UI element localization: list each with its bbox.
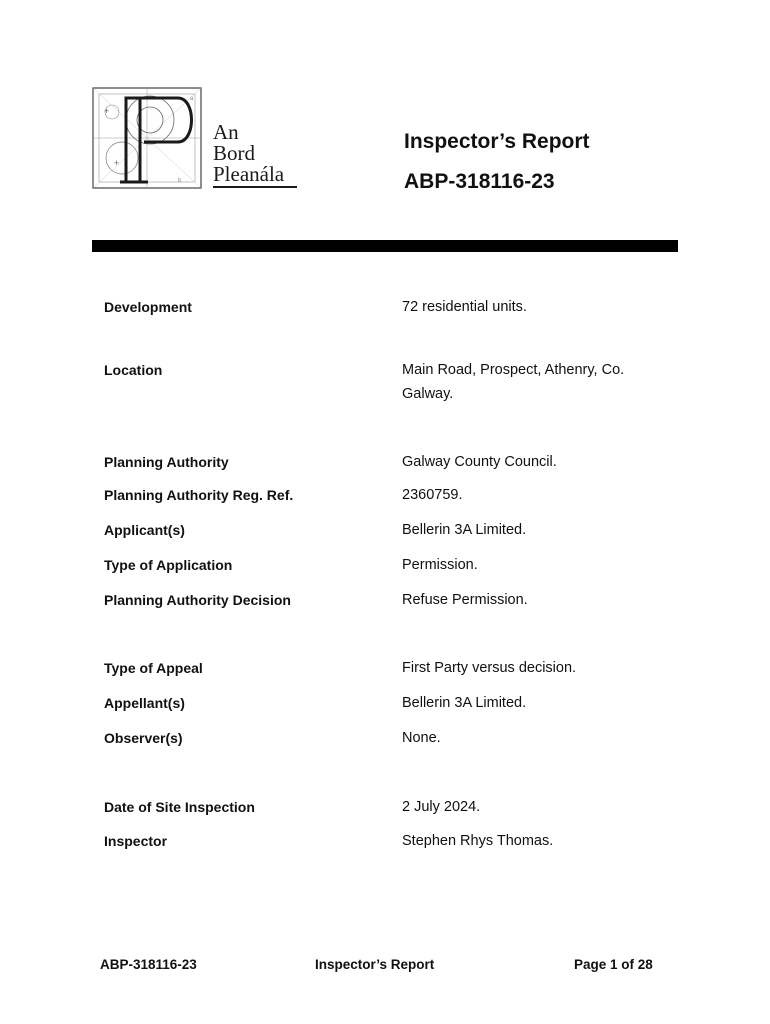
- location-label: Location: [104, 362, 163, 378]
- logo-line-bord: Bord: [213, 141, 255, 165]
- report-reference: ABP-318116-23: [404, 170, 555, 193]
- svg-text:+: +: [104, 106, 110, 116]
- pa-decision-value: Refuse Permission.: [402, 592, 528, 608]
- observers-label: Observer(s): [104, 730, 183, 746]
- applicants-value: Bellerin 3A Limited.: [402, 522, 527, 538]
- location-value: Main Road, Prospect, Athenry, Co. Galway.: [402, 362, 625, 402]
- type-of-application-value: Permission.: [402, 557, 478, 573]
- inspector-label: Inspector: [104, 833, 168, 849]
- type-of-appeal-value: First Party versus decision.: [402, 660, 577, 676]
- svg-text:a: a: [190, 96, 194, 102]
- development-label: Development: [104, 299, 192, 315]
- type-of-application-label: Type of Application: [104, 557, 233, 573]
- svg-text:b: b: [178, 178, 182, 184]
- logo-line-pleanala: Pleanála: [213, 162, 285, 186]
- report-title: Inspector’s Report: [404, 130, 590, 153]
- planning-authority-label: Planning Authority: [104, 454, 229, 470]
- header-divider: [92, 240, 678, 252]
- appellants-label: Appellant(s): [104, 695, 185, 711]
- svg-text:+: +: [114, 158, 120, 168]
- pa-decision-label: Planning Authority Decision: [104, 592, 291, 608]
- planning-authority-value: Galway County Council.: [402, 454, 557, 470]
- observers-value: None.: [402, 730, 441, 746]
- logo-wordmark: [213, 122, 284, 185]
- applicants-label: Applicant(s): [104, 522, 185, 538]
- type-of-appeal-label: Type of Appeal: [104, 660, 203, 676]
- p-monogram-icon: [92, 86, 204, 194]
- appellants-value: Bellerin 3A Limited.: [402, 695, 527, 711]
- logo-line-an: An: [213, 120, 239, 144]
- pa-reg-ref-label: Planning Authority Reg. Ref.: [104, 487, 294, 503]
- site-inspection-value: 2 July 2024.: [402, 799, 481, 815]
- pa-reg-ref-value: 2360759.: [402, 487, 463, 503]
- development-value: 72 residential units.: [402, 299, 527, 315]
- footer-page-number: Page 1 of 28: [574, 957, 653, 972]
- logo-underline: [213, 186, 297, 188]
- inspector-value: Stephen Rhys Thomas.: [402, 833, 554, 849]
- footer-title: Inspector’s Report: [315, 957, 435, 972]
- site-inspection-label: Date of Site Inspection: [104, 799, 255, 815]
- footer-reference: ABP-318116-23: [100, 957, 197, 972]
- an-bord-pleanala-logo: [92, 86, 302, 194]
